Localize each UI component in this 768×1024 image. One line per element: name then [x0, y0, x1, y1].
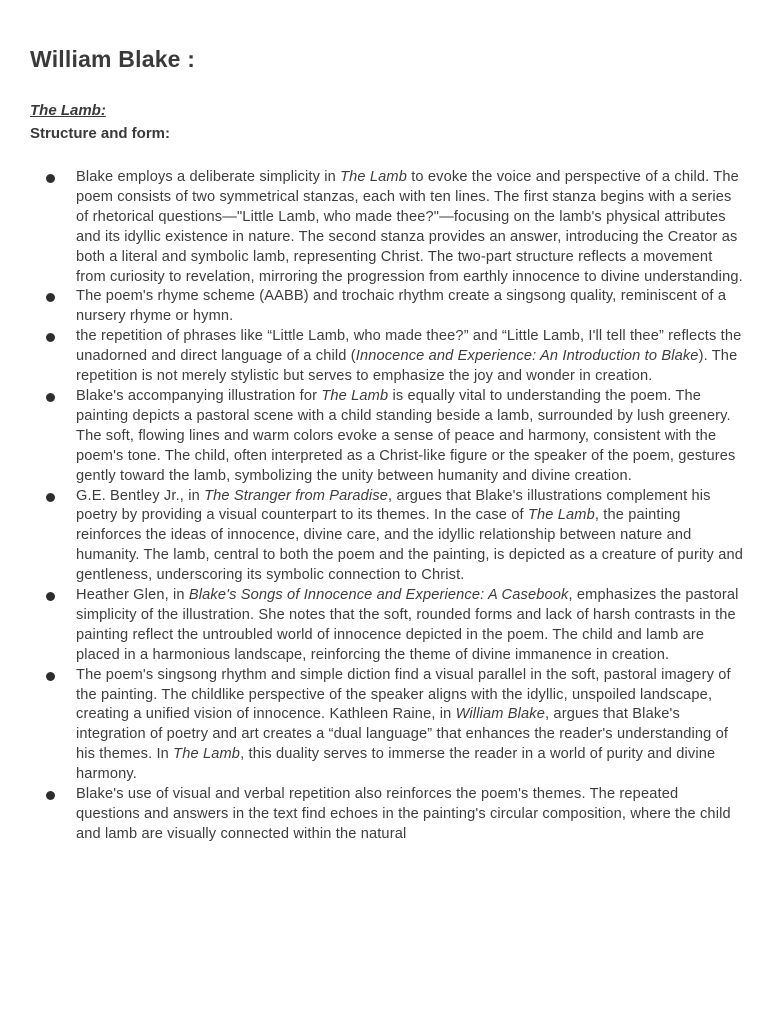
italic-title-text: The Lamb	[321, 387, 389, 404]
bullet-text	[76, 487, 744, 587]
section-title: The Lamb:	[30, 102, 106, 119]
bullet-dot-icon	[46, 592, 55, 601]
text-segment: is equally vital to understanding the poem. The painting depicts a pastoral scene with a child standing beside a lamb, surrounded by lush greenery. The soft, flowing lines and warm colors evoke a sense of peace and harmony, consistent with the poem's tone. The child, often interpreted as a Christ-like figure or the speaker of the poem, gestures gently toward the lamb, symbolizing the unity between humanity and divine creation.	[76, 387, 736, 484]
list-item	[44, 487, 744, 587]
text-segment: Blake employs a deliberate simplicity in	[76, 169, 341, 185]
bullet-text	[76, 666, 744, 785]
bullet-dot-icon	[46, 791, 55, 800]
bullet-list	[44, 168, 744, 845]
bullet-dot-icon	[46, 493, 55, 502]
text-segment: Blake's use of visual and verbal repetition also reinforces the poem's themes. The repeated questions and answers in the text find echoes in the painting's circular composition, where the child and lamb are visually connected within the natural	[76, 786, 731, 842]
text-segment: Heather Glen, in	[76, 587, 189, 604]
text-segment: , the painting reinforces the ideas of innocence, divine care, and the idyllic relationship between nature and humanity. The lamb, central to both the poem and the painting, is depicted as a creature of purity and gentleness, underscoring its symbolic connection to Christ.	[76, 507, 744, 584]
bullet-dot-icon	[46, 174, 55, 183]
subsection-title: Structure and form:	[30, 125, 171, 142]
list-item	[44, 327, 744, 387]
italic-title-text: William Blake	[455, 706, 546, 723]
bullet-dot-icon	[46, 393, 55, 402]
list-item	[44, 168, 744, 287]
bullet-text	[76, 287, 744, 327]
text-segment: , argues that Blake's illustrations complement his poetry by providing a visual counterpart to its themes. In the case of	[76, 487, 711, 524]
bullet-text	[76, 168, 744, 287]
text-segment: , emphasizes the pastoral simplicity of the illustration. She notes that the soft, rounded forms and lack of harsh contrasts in the painting reflect the untroubled world of innocence depicted in the poem. The child and lamb are placed in a harmonious landscape, reinforcing the theme of divine immanence in creation.	[76, 587, 739, 663]
bullet-text	[76, 327, 744, 387]
text-segment: The poem's rhyme scheme (AABB) and trochaic rhythm create a singsong quality, reminiscent of a nursery rhyme or hymn.	[76, 288, 727, 325]
italic-title-text: The Lamb	[340, 169, 408, 185]
text-segment: Blake's accompanying illustration for	[76, 387, 322, 404]
text-segment: to evoke the voice and perspective of a child. The poem consists of two symmetrical stanzas, each with ten lines. The first stanza begins with a series of rhetorical questions—"Little Lamb, who made thee?"—focusing on the lamb's physical attributes and its idyllic existence in nature. The second stanza provides an answer, introducing the Creator as both a literal and symbolic lamb, representing Christ. The two-part structure reflects a movement from curiosity to revelation, mirroring the progression from earthly innocence to divine understanding.	[76, 169, 743, 285]
list-item	[44, 586, 744, 666]
bullet-dot-icon	[46, 293, 55, 302]
italic-title-text: Blake's Songs of Innocence and Experience: A Casebook	[188, 587, 569, 604]
list-item	[44, 666, 744, 785]
bullet-text	[76, 387, 744, 487]
bullet-dot-icon	[46, 672, 55, 681]
bullet-text	[76, 586, 744, 666]
text-segment: ). The repetition is not merely stylistic but serves to emphasize the joy and wonder in creation.	[76, 348, 738, 385]
italic-title-text: Innocence and Experience: An Introduction to Blake	[355, 348, 699, 365]
page-title: William Blake :	[30, 46, 196, 72]
italic-title-text: The Lamb	[527, 507, 595, 524]
text-segment: , this duality serves to immerse the reader in a world of purity and divine harmony.	[76, 746, 716, 783]
list-item	[44, 785, 744, 845]
list-item	[44, 387, 744, 487]
italic-title-text: The Stranger from Paradise	[204, 487, 389, 504]
list-item	[44, 287, 744, 327]
text-segment: G.E. Bentley Jr., in	[76, 487, 205, 504]
italic-title-text: The Lamb	[173, 746, 241, 763]
text-segment: the repetition of phrases like “Little Lamb, who made thee?” and “Little Lamb, I'll tell thee” reflects the unadorned and direct language of a child (	[76, 328, 742, 365]
text-segment: The poem's singsong rhythm and simple diction find a visual parallel in the soft, pastoral imagery of the painting. The childlike perspective of the speaker aligns with the idyllic, unspoiled landscape, creating a unified vision of innocence. Kathleen Raine, in	[76, 666, 731, 723]
bullet-dot-icon	[46, 333, 55, 342]
text-segment: , argues that Blake's integration of poetry and art creates a “dual language” that enhances the reader's understanding of his themes. In	[76, 706, 729, 763]
bullet-text	[76, 785, 744, 845]
